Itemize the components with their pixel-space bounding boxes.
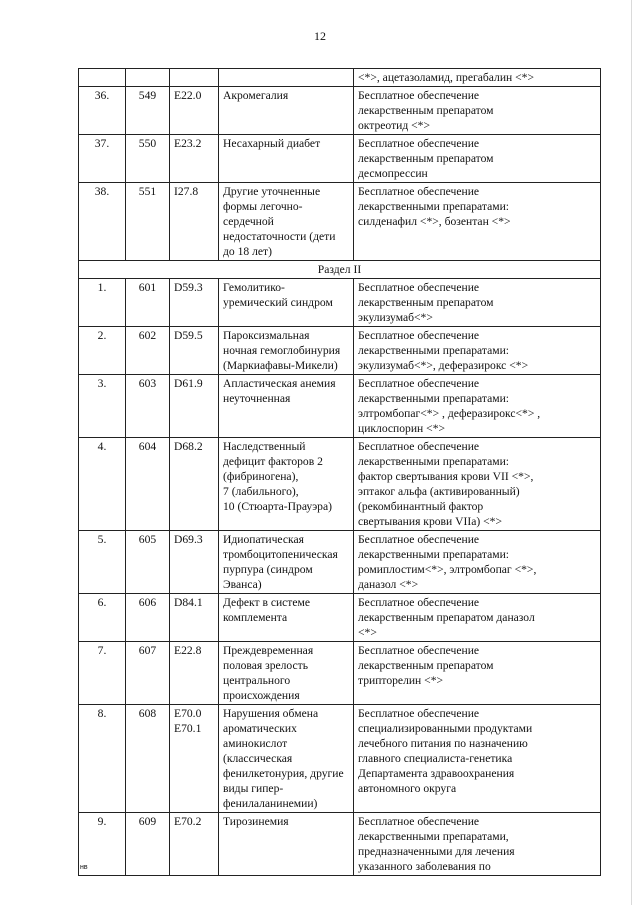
table-body-part-2 (79, 279, 601, 876)
treatment-description: Бесплатное обеспечение лекарственным препаратом десмопрессин (354, 135, 601, 183)
treatment-description: Бесплатное обеспечение лекарственными препаратами: силденафил <*>, бозентан <*> (354, 183, 601, 261)
icd-code: D84.1 (170, 594, 219, 642)
section-row (79, 261, 601, 279)
icd-code: E22.0 (170, 87, 219, 135)
treatment-description: Бесплатное обеспечение лекарственным препаратом экулизумаб<*> (354, 279, 601, 327)
icd-code: I27.8 (170, 183, 219, 261)
disease-name: Апластическая анемия неуточненная (219, 375, 354, 438)
table-row (79, 135, 601, 183)
row-code: 602 (126, 327, 170, 375)
table-row (79, 87, 601, 135)
row-number: 9. (79, 813, 126, 876)
row-code: 607 (126, 642, 170, 705)
row-number: 36. (79, 87, 126, 135)
table-row (79, 594, 601, 642)
row-number: 4. (79, 438, 126, 531)
disease-name: Тирозинемия (219, 813, 354, 876)
row-code: 601 (126, 279, 170, 327)
table-row (79, 375, 601, 438)
treatment-description: Бесплатное обеспечение лекарственным препаратом даназол <*> (354, 594, 601, 642)
row-code: 606 (126, 594, 170, 642)
treatment-description: Бесплатное обеспечение лекарственным препаратом октреотид <*> (354, 87, 601, 135)
row-code (126, 69, 170, 87)
icd-code: D69.3 (170, 531, 219, 594)
disease-name: Преждевременная половая зрелость центрального происхождения (219, 642, 354, 705)
treatment-description: Бесплатное обеспечение лекарственными препаратами, предназначенными для лечения указанного заболевания по (354, 813, 601, 876)
disease-name: Наследственный дефицит факторов 2 (фибриногена), 7 (лабильного), 10 (Стюарта-Прауэра) (219, 438, 354, 531)
icd-code: D59.5 (170, 327, 219, 375)
scan-edge-line (631, 0, 632, 905)
table-body-part-1 (79, 69, 601, 261)
treatment-description: Бесплатное обеспечение лекарственными препаратами: элтромбопаг<*> , деферазирокс<*> , циклоспорин <*> (354, 375, 601, 438)
disease-name: Идиопатическая тромбоцитопеническая пурпура (синдром Эванса) (219, 531, 354, 594)
disease-name: Несахарный диабет (219, 135, 354, 183)
section-header (79, 261, 601, 279)
icd-code: D68.2 (170, 438, 219, 531)
icd-code (170, 69, 219, 87)
row-code: 551 (126, 183, 170, 261)
row-number: 2. (79, 327, 126, 375)
disease-name: Другие уточненные формы легочно- сердечной недостаточности (дети до 18 лет) (219, 183, 354, 261)
row-number: 6. (79, 594, 126, 642)
row-code: 609 (126, 813, 170, 876)
table-row (79, 705, 601, 813)
table-row (79, 69, 601, 87)
row-number: 1. (79, 279, 126, 327)
row-number: 38. (79, 183, 126, 261)
treatment-description: Бесплатное обеспечение лекарственным препаратом трипторелин <*> (354, 642, 601, 705)
row-number: 5. (79, 531, 126, 594)
disease-name: Дефект в системе комплемента (219, 594, 354, 642)
icd-code: D59.3 (170, 279, 219, 327)
treatment-description: Бесплатное обеспечение лекарственными препаратами: экулизумаб<*>, деферазирокс <*> (354, 327, 601, 375)
row-number: 37. (79, 135, 126, 183)
disease-name (219, 69, 354, 87)
icd-code: E70.2 (170, 813, 219, 876)
row-code: 605 (126, 531, 170, 594)
table-row (79, 642, 601, 705)
icd-code: D61.9 (170, 375, 219, 438)
row-number: 7. (79, 642, 126, 705)
icd-code: E22.8 (170, 642, 219, 705)
icd-code: E70.0 E70.1 (170, 705, 219, 813)
row-code: 604 (126, 438, 170, 531)
table-row (79, 438, 601, 531)
treatment-description: Бесплатное обеспечение лекарственными препаратами: ромиплостим<*>, элтромбопаг <*>, даназол <*> (354, 531, 601, 594)
row-number: 8. (79, 705, 126, 813)
row-number (79, 69, 126, 87)
footer-mark: нв (80, 864, 88, 871)
disease-name: Пароксизмальная ночная гемоглобинурия (Маркиафавы-Микели) (219, 327, 354, 375)
treatment-description: Бесплатное обеспечение специализированными продуктами лечебного питания по назначению главного специалиста-генетика Департамента здравоохранения автономного округа (354, 705, 601, 813)
row-code: 549 (126, 87, 170, 135)
disease-name: Гемолитико- уремический синдром (219, 279, 354, 327)
table-row (79, 813, 601, 876)
medication-table (78, 68, 601, 876)
row-number: 3. (79, 375, 126, 438)
disease-name: Акромегалия (219, 87, 354, 135)
table-row (79, 183, 601, 261)
table-row (79, 327, 601, 375)
row-code: 550 (126, 135, 170, 183)
disease-name: Нарушения обмена ароматических аминокислот (классическая фенилкетонурия, другие виды гипер- фенилаланинемии) (219, 705, 354, 813)
table-row (79, 531, 601, 594)
row-code: 603 (126, 375, 170, 438)
row-code: 608 (126, 705, 170, 813)
treatment-description: <*>, ацетазоламид, прегабалин <*> (354, 69, 601, 87)
table-row (79, 279, 601, 327)
treatment-description: Бесплатное обеспечение лекарственными препаратами: фактор свертывания крови VII <*>, эптаког альфа (активированный) (рекомбинантный фактор свертывания крови VIIa) <*> (354, 438, 601, 531)
page-number: 12 (314, 29, 326, 43)
icd-code: E23.2 (170, 135, 219, 183)
section-title: Раздел II (79, 261, 601, 279)
